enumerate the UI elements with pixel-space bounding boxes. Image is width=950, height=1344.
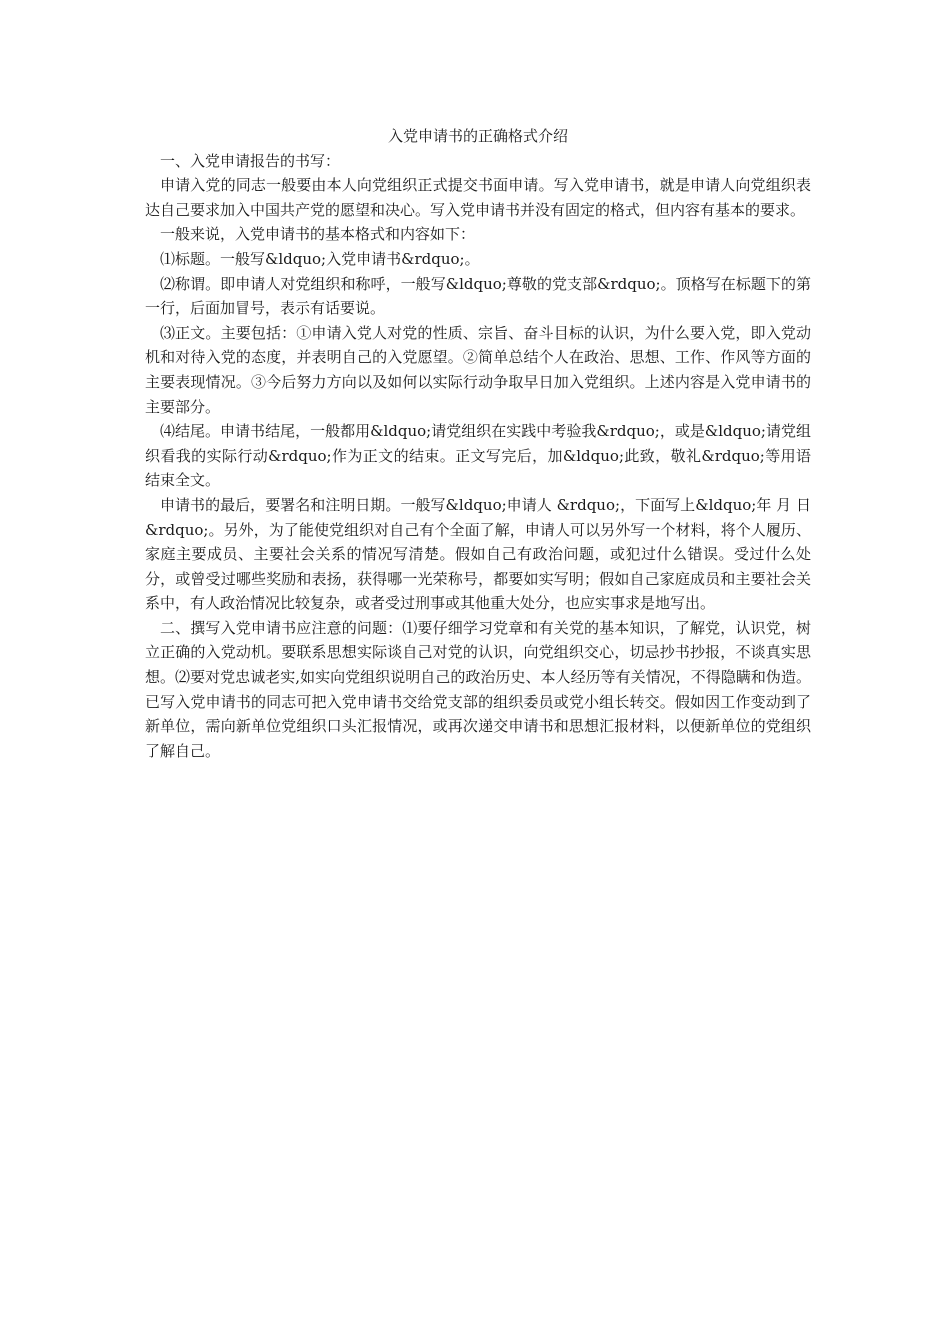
paragraph-ending-item: ⑷结尾。申请书结尾，一般都用&ldquo;请党组织在实践中考验我&rdquo;，或是&ldquo;请党组织看我的实际行动&rdquo;作为正文的结束。正文写完后，加&ldquo;此致，敬礼&rdquo;等用语结束全文。 xyxy=(145,422,811,490)
paragraph-salutation-item: ⑵称谓。即申请人对党组织和称呼，一般写&ldquo;尊敬的党支部&rdquo;。顶格写在标题下的第一行，后面加冒号，表示有话要说。 xyxy=(145,274,811,318)
paragraph-section-2: 二、撰写入党申请书应注意的问题：⑴要仔细学习党章和有关党的基本知识，了解党，认识党，树立正确的入党动机。要联系思想实际谈自己对党的认识，向党组织交心，切忌抄书抄报，不谈真实思想。⑵要对党忠诚老实,如实向党组织说明自己的政治历史、本人经历等有关情况，不得隐瞒和伪造。已写入党申请书的同志可把入党申请书交给党支部的组织委员或党小组长转交。假如因工作变动到了新单位，需向新单位党组织口头汇报情况，或再次递交申请书和思想汇报材料，以便新单位的党组织了解自己。 xyxy=(145,618,811,760)
paragraph-signature: 申请书的最后，要署名和注明日期。一般写&ldquo;申请人 &rdquo;，下面写上&ldquo;年 月 日&rdquo;。另外，为了能使党组织对自己有个全面了解，申请人可以另外写一个材料，将个人履历、家庭主要成员、主要社会关系的情况写清楚。假如自己有政治问题，或犯过什么错误。受过什么处分，或曾受过哪些奖励和表扬，获得哪一光荣称号，都要如实写明；假如自己家庭成员和主要社会关系中，有人政治情况比较复杂，或者受过刑事或其他重大处分，也应实事求是地写出。 xyxy=(145,495,811,613)
section-heading-1: 一、入党申请报告的书写： xyxy=(160,151,341,170)
paragraph-format-lead: 一般来说，入党申请书的基本格式和内容如下： xyxy=(160,225,476,244)
document-title: 入党申请书的正确格式介绍 xyxy=(387,127,568,145)
paragraph-title-item: ⑴标题。一般写&ldquo;入党申请书&rdquo;。 xyxy=(160,249,480,268)
document-page xyxy=(145,124,811,763)
paragraph-intro: 申请入党的同志一般要由本人向党组织正式提交书面申请。写入党申请书，就是申请人向党组织表达自己要求加入中国共产党的愿望和决心。写入党申请书并没有固定的格式，但内容有基本的要求。 xyxy=(145,176,811,219)
paragraph-body-item: ⑶正文。主要包括：①申请入党人对党的性质、宗旨、奋斗目标的认识，为什么要入党，即入党动机和对待入党的态度，并表明自己的入党愿望。②简单总结个人在政治、思想、工作、作风等方面的主要表现情况。③今后努力方向以及如何以实际行动争取早日加入党组织。上述内容是入党申请书的主要部分。 xyxy=(145,323,811,416)
